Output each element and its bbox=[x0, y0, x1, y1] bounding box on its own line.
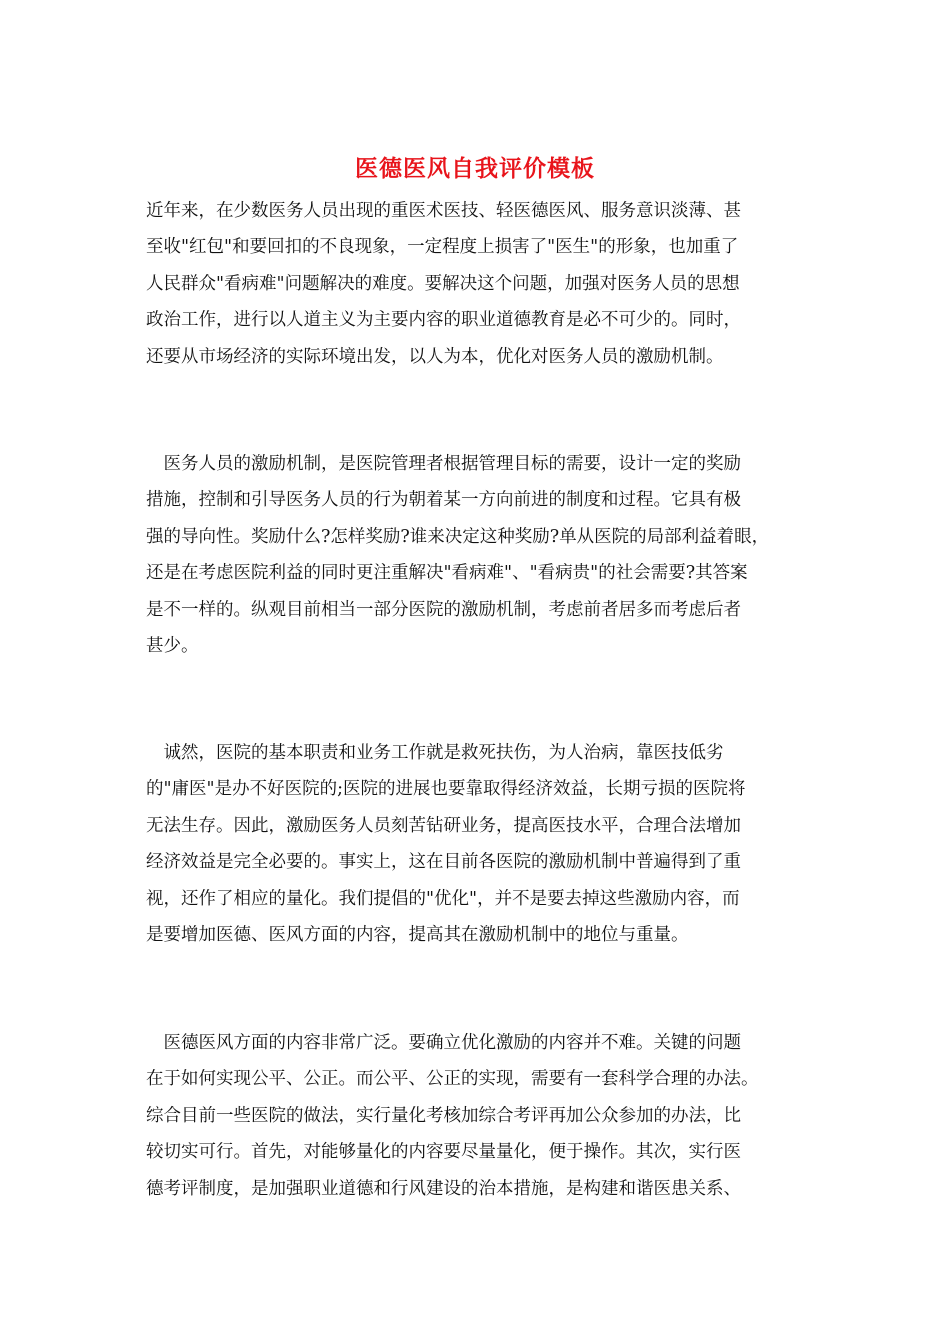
paragraph-line: 医德医风方面的内容非常广泛。要确立优化激励的内容并不难。关键的问题 bbox=[146, 1033, 741, 1053]
paragraph-line: 还是在考虑医院利益的同时更注重解决"看病难"、"看病贵"的社会需要?其答案 bbox=[146, 563, 748, 584]
paragraph-line: 是要增加医德、医风方面的内容，提高其在激励机制中的地位与重量。 bbox=[146, 924, 689, 945]
paragraph-line: 在于如何实现公平、公正。而公平、公正的实现，需要有一套科学合理的办法。 bbox=[146, 1069, 759, 1090]
paragraph-line: 经济效益是完全必要的。事实上，这在目前各医院的激励机制中普遍得到了重 bbox=[146, 852, 741, 873]
paragraph-line: 综合目前一些医院的做法，实行量化考核加综合考评再加公众参加的办法，比 bbox=[146, 1105, 741, 1126]
paragraph-line: 德考评制度，是加强职业道德和行风建设的治本措施，是构建和谐医患关系、 bbox=[146, 1178, 741, 1199]
paragraph-2 bbox=[146, 446, 818, 664]
paragraph-line: 的"庸医"是办不好医院的;医院的进展也要靠取得经济效益，长期亏损的医院将 bbox=[146, 779, 746, 800]
paragraph-line: 视，还作了相应的量化。我们提倡的"优化"，并不是要去掉这些激励内容，而 bbox=[146, 888, 740, 909]
paragraph-line: 诚然，医院的基本职责和业务工作就是救死扶伤，为人治病，靠医技低劣 bbox=[146, 743, 724, 763]
paragraph-1 bbox=[146, 193, 818, 375]
paragraph-3 bbox=[146, 735, 818, 953]
paragraph-line: 医务人员的激励机制，是医院管理者根据管理目标的需要，设计一定的奖励 bbox=[146, 454, 741, 474]
paragraph-line: 强的导向性。奖励什么?怎样奖励?谁来决定这种奖励?单从医院的局部利益着眼， bbox=[146, 526, 770, 547]
document-title: 医德医风自我评价模板 bbox=[355, 155, 595, 182]
paragraph-4 bbox=[146, 1025, 818, 1207]
paragraph-line: 人民群众"看病难"问题解决的难度。要解决这个问题，加强对医务人员的思想 bbox=[146, 273, 740, 294]
paragraph-line: 还要从市场经济的实际环境出发，以人为本，优化对医务人员的激励机制。 bbox=[146, 346, 724, 367]
paragraph-line: 至收"红包"和要回扣的不良现象，一定程度上损害了"医生"的形象，也加重了 bbox=[146, 237, 739, 258]
paragraph-line: 政治工作，进行以人道主义为主要内容的职业道德教育是必不可少的。同时， bbox=[146, 310, 741, 331]
paragraph-line: 近年来，在少数医务人员出现的重医术医技、轻医德医风、服务意识淡薄、甚 bbox=[146, 201, 741, 221]
paragraph-line: 措施，控制和引导医务人员的行为朝着某一方向前进的制度和过程。它具有极 bbox=[146, 490, 741, 511]
paragraph-line: 无法生存。因此，激励医务人员刻苦钻研业务，提高医技水平，合理合法增加 bbox=[146, 815, 741, 836]
paragraph-line: 甚少。 bbox=[146, 635, 199, 656]
paragraph-line: 是不一样的。纵观目前相当一部分医院的激励机制，考虑前者居多而考虑后者 bbox=[146, 599, 741, 620]
paragraph-line: 较切实可行。首先，对能够量化的内容要尽量量化，便于操作。其次，实行医 bbox=[146, 1142, 741, 1163]
